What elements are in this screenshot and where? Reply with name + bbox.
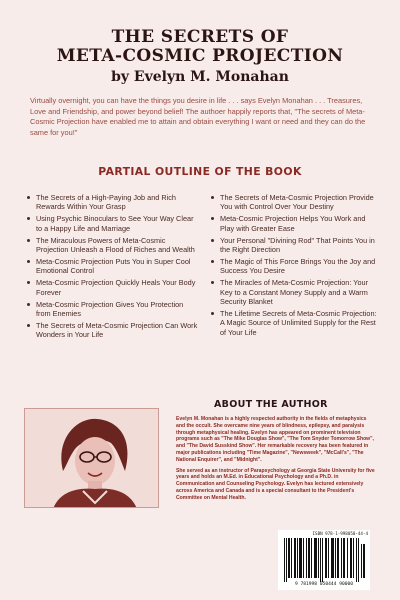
outline-item: Using Psychic Binoculars to See Your Way Clear to a Happy Life and Marriage [26, 214, 198, 233]
outline-item: The Miracles of Meta-Cosmic Projection: Your Key to a Constant Money Supply and a Warm Security Blanket [210, 278, 378, 306]
outline-item: Meta-Cosmic Projection Puts You in Super Cool Emotional Control [26, 257, 198, 276]
outline-item: Meta-Cosmic Projection Quickly Heals Your Body Forever [26, 278, 198, 297]
outline-item: Your Personal "Divining Rod" That Points You in the Right Direction [210, 236, 378, 255]
book-title [0, 0, 400, 66]
outline-heading: PARTIAL OUTLINE OF THE BOOK [98, 165, 302, 178]
about-paragraph: She served as an instructor of Parapsychology at Georgia State University for five years and holds an M.Ed. in Educational Psychology and a Ph.D. in Communication and Counseling Psychology. Evelyn has lectured extensively across America and Canada and is a special consultant to the President's Committee on Mental Health. [176, 467, 375, 501]
author-photo [24, 408, 159, 508]
author-byline: by Evelyn M. Monahan [111, 69, 289, 85]
barcode-addon: 90000 [339, 582, 354, 587]
isbn-barcode-box [278, 530, 370, 590]
outline-item: The Miraculous Powers of Meta-Cosmic Projection Unleash a Flood of Riches and Wealth [26, 236, 198, 255]
isbn-number: ISBN 978-1-998050-44-4 [312, 531, 368, 536]
outline-item: The Lifetime Secrets of Meta-Cosmic Projection: A Magic Source of Unlimited Supply for the Rest of Your Life [210, 309, 378, 337]
outline-list-left [26, 193, 198, 342]
book-title-text: THE SECRETS OF META-COSMIC PROJECTION [56, 27, 344, 66]
outline-item: The Secrets of Meta-Cosmic Projection Provide You with Control Over Your Destiny [210, 193, 378, 212]
author-photo-illustration [25, 409, 159, 508]
barcode-graphic [282, 538, 366, 582]
about-heading: ABOUT THE AUTHOR [214, 399, 328, 410]
blurb-paragraph: Virtually overnight, you can have the things you desire in life . . . says Evelyn Monahan . . . Treasures, Love and Friendship, and power beyond belief! The authoer happily reports that, "The secrets of Meta-Cosmic Projection have enabled me to attain and obtain everything I want or need and they can do the same for you!" [30, 96, 366, 137]
outline-item: Meta-Cosmic Projection Gives You Protection from Enemies [26, 300, 198, 319]
outline-item: The Secrets of Meta-Cosmic Projection Can Work Wonders in Your Life [26, 321, 198, 340]
barcode-number: 9 781998 050444 [294, 582, 337, 587]
about-body [176, 416, 376, 506]
outline-item: Meta-Cosmic Projection Helps You Work and Play with Greater Ease [210, 214, 378, 233]
outline-item: The Magic of This Force Brings You the Joy and Success You Desire [210, 257, 378, 276]
about-paragraph: Evelyn M. Monahan is a highly respected authority in the fields of metaphysics and the occult. She overcame nine years of blindness, epilepsy, and paralysis through metaphysical healing. Evelyn has appeared on prominent television programs such as "The Mike Douglas Show", "The Tom Snyder Tomorrow Show", and "The David Susskind Show". Her remarkable recovery has been featured in major publications including "Time Magazine", "Newsweek", "McCall's", "The National Enquirer", and "Midnight". [176, 416, 374, 463]
outline-list-right [210, 193, 378, 340]
outline-item: The Secrets of a High-Paying Job and Rich Rewards Within Your Grasp [26, 193, 198, 212]
isbn-label [280, 531, 368, 536]
barcode-digits [278, 582, 370, 587]
